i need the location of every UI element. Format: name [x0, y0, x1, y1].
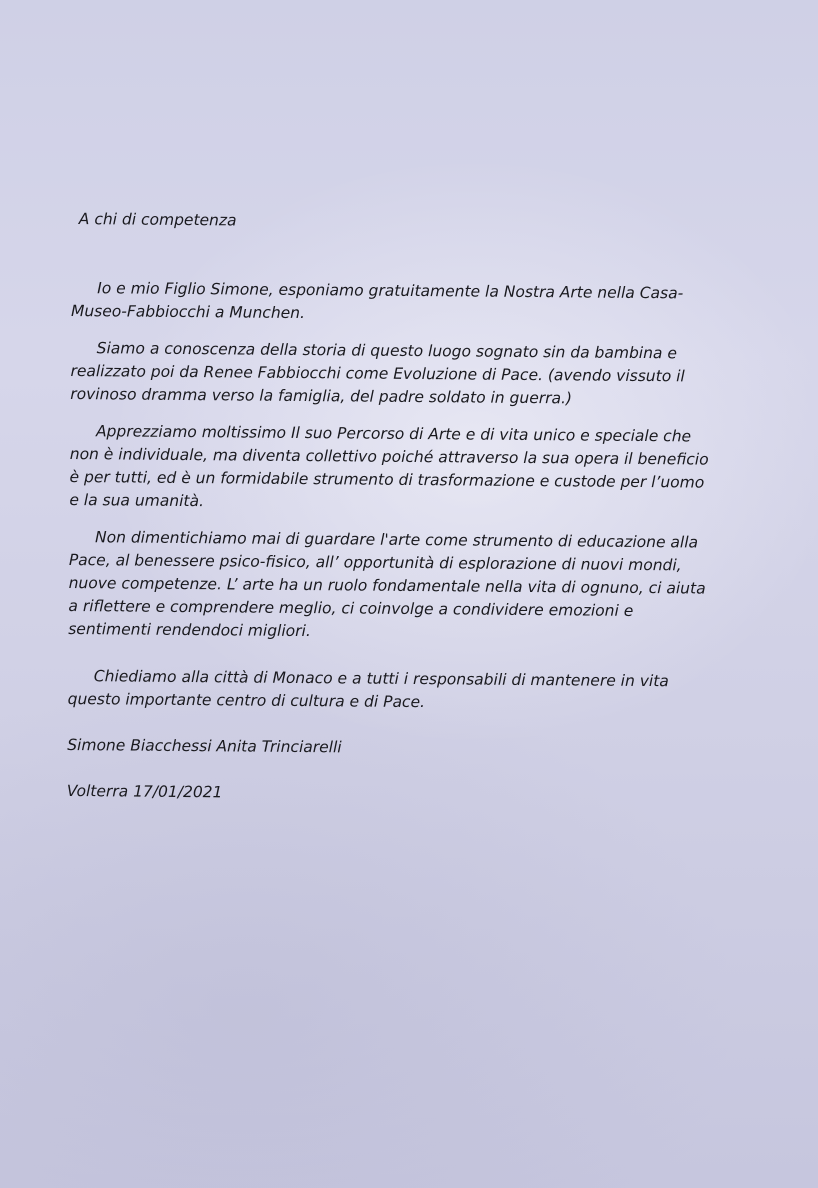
paragraph-1: Io e mio Figlio Simone, esponiamo gratuitamente la Nostra Arte nella Casa-Museo-Fabbiocchi a Munchen. [70, 279, 684, 323]
paragraph-4: Non dimentichiamo mai di guardare l'arte come strumento di educazione alla Pace, al benessere psico-fisico, all’ opportunità di esplorazione di nuovi mondi, nuove competenze. L’ arte ha un ruolo fondamentale nella vita di ognuno, ci aiuta a riflettere e comprendere meglio, ci coinvolge a condividere emozioni e sentimenti rendendoci migliori. [68, 528, 706, 641]
place-date: Volterra 17/01/2021 [66, 781, 223, 802]
signature: Simone Biacchessi Anita Trinciarelli [67, 735, 342, 757]
salutation: A chi di competenza [78, 210, 237, 230]
letter-body [67, 200, 712, 824]
paragraph-5: Chiediamo alla città di Monaco e a tutti i responsabili di mantenere in vita questo importante centro di cultura e di Pace. [67, 667, 669, 712]
paragraph-3: Apprezziamo moltissimo Il suo Percorso di Arte e di vita unico e speciale che non è individuale, ma diventa collettivo poiché attraverso la sua opera il beneficio è per tutti, ed è un formidabile strumento di trasformazione e custode per l’uomo e la sua umanità. [69, 422, 709, 511]
paragraph-2: Siamo a conoscenza della storia di questo luogo sognato sin da bambina e realizzato poi da Renee Fabbiocchi come Evoluzione di Pace. (avendo vissuto il rovinoso dramma verso la famiglia, del padre soldato in guerra.) [70, 339, 685, 408]
